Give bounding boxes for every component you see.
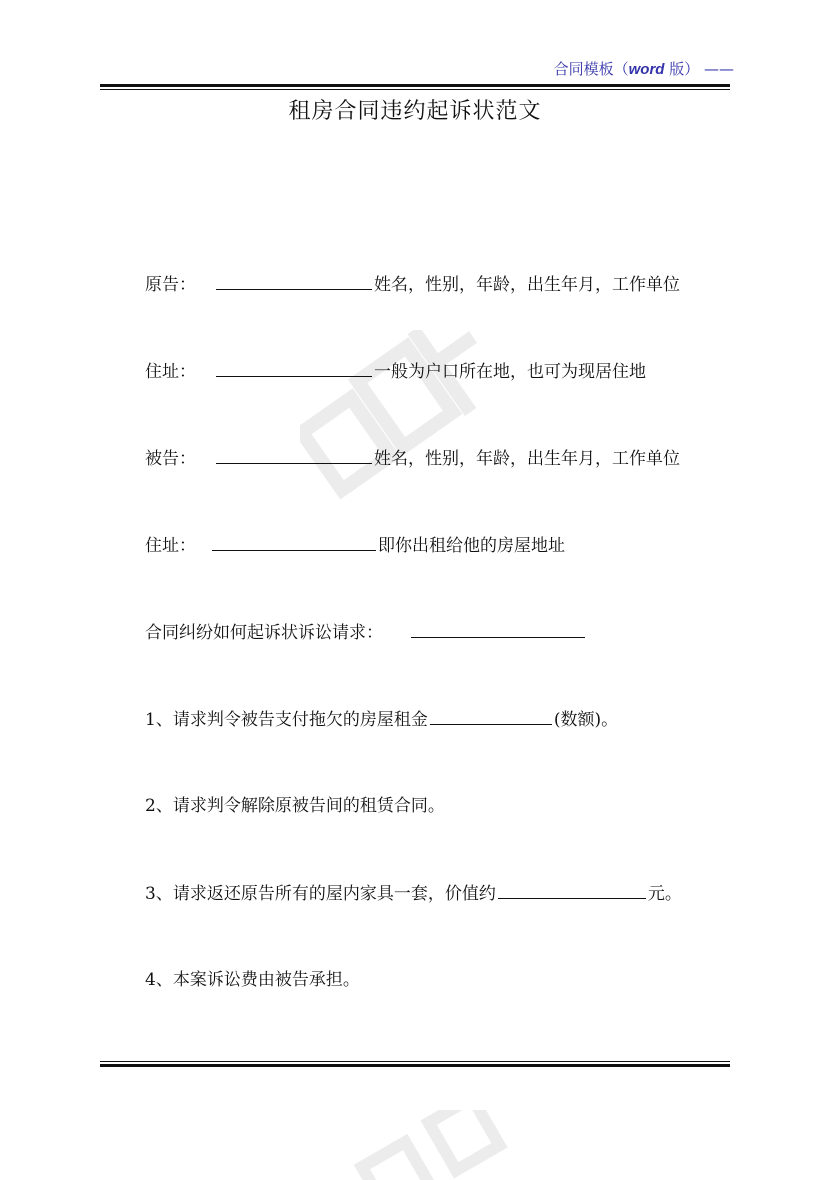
defendant-hint: 姓名，性别，年龄，出生年月，工作单位 (374, 449, 680, 469)
header-rule-thin (100, 89, 730, 90)
plaintiff-address-blank[interactable] (216, 358, 372, 377)
defendant-address-line (145, 532, 565, 558)
request-3-text: 3、请求返还原告所有的屋内家具一套，价值约 (145, 884, 496, 904)
request-item-2 (145, 793, 445, 819)
plaintiff-line (145, 271, 680, 297)
defendant-address-hint: 即你出租给他的房屋地址 (378, 536, 565, 556)
request-item-1 (145, 706, 618, 732)
footer-rule-thin (100, 1061, 730, 1062)
request-heading-blank[interactable] (411, 619, 585, 638)
header-label: 合同模板（word 版） —— (553, 60, 734, 78)
plaintiff-address-line (145, 358, 646, 384)
defendant-line (145, 445, 680, 471)
request-3-suffix: 元。 (647, 884, 682, 904)
plaintiff-name-blank[interactable] (216, 271, 372, 290)
footer-rule-thick (100, 1064, 730, 1067)
defendant-name-blank[interactable] (216, 445, 372, 464)
plaintiff-hint: 姓名，性别，年龄，出生年月，工作单位 (374, 275, 680, 295)
request-1-text: 1、请求判令被告支付拖欠的房屋租金 (145, 710, 428, 730)
document-title: 租房合同违约起诉状范文 (288, 99, 542, 124)
request-item-4 (145, 967, 360, 993)
plaintiff-address-hint: 一般为户口所在地，也可为现居住地 (374, 362, 646, 382)
defendant-address-label: 住址： (145, 536, 196, 556)
stamp-watermark-bottom-icon (330, 1110, 530, 1180)
request-heading: 合同纠纷如何起诉状诉讼请求： (145, 623, 383, 643)
furniture-value-blank[interactable] (498, 880, 646, 899)
plaintiff-label: 原告： (145, 275, 196, 295)
request-item-3 (145, 880, 682, 906)
request-heading-line (145, 619, 587, 645)
request-1-suffix: (数额)。 (553, 710, 619, 730)
request-4-text: 4、本案诉讼费由被告承担。 (145, 970, 360, 990)
defendant-label: 被告： (145, 449, 196, 469)
rent-amount-blank[interactable] (430, 706, 552, 725)
request-2-text: 2、请求判令解除原被告间的租赁合同。 (145, 796, 445, 816)
defendant-address-blank[interactable] (212, 532, 376, 551)
plaintiff-address-label: 住址： (145, 362, 196, 382)
header-rule-thick (100, 84, 730, 87)
